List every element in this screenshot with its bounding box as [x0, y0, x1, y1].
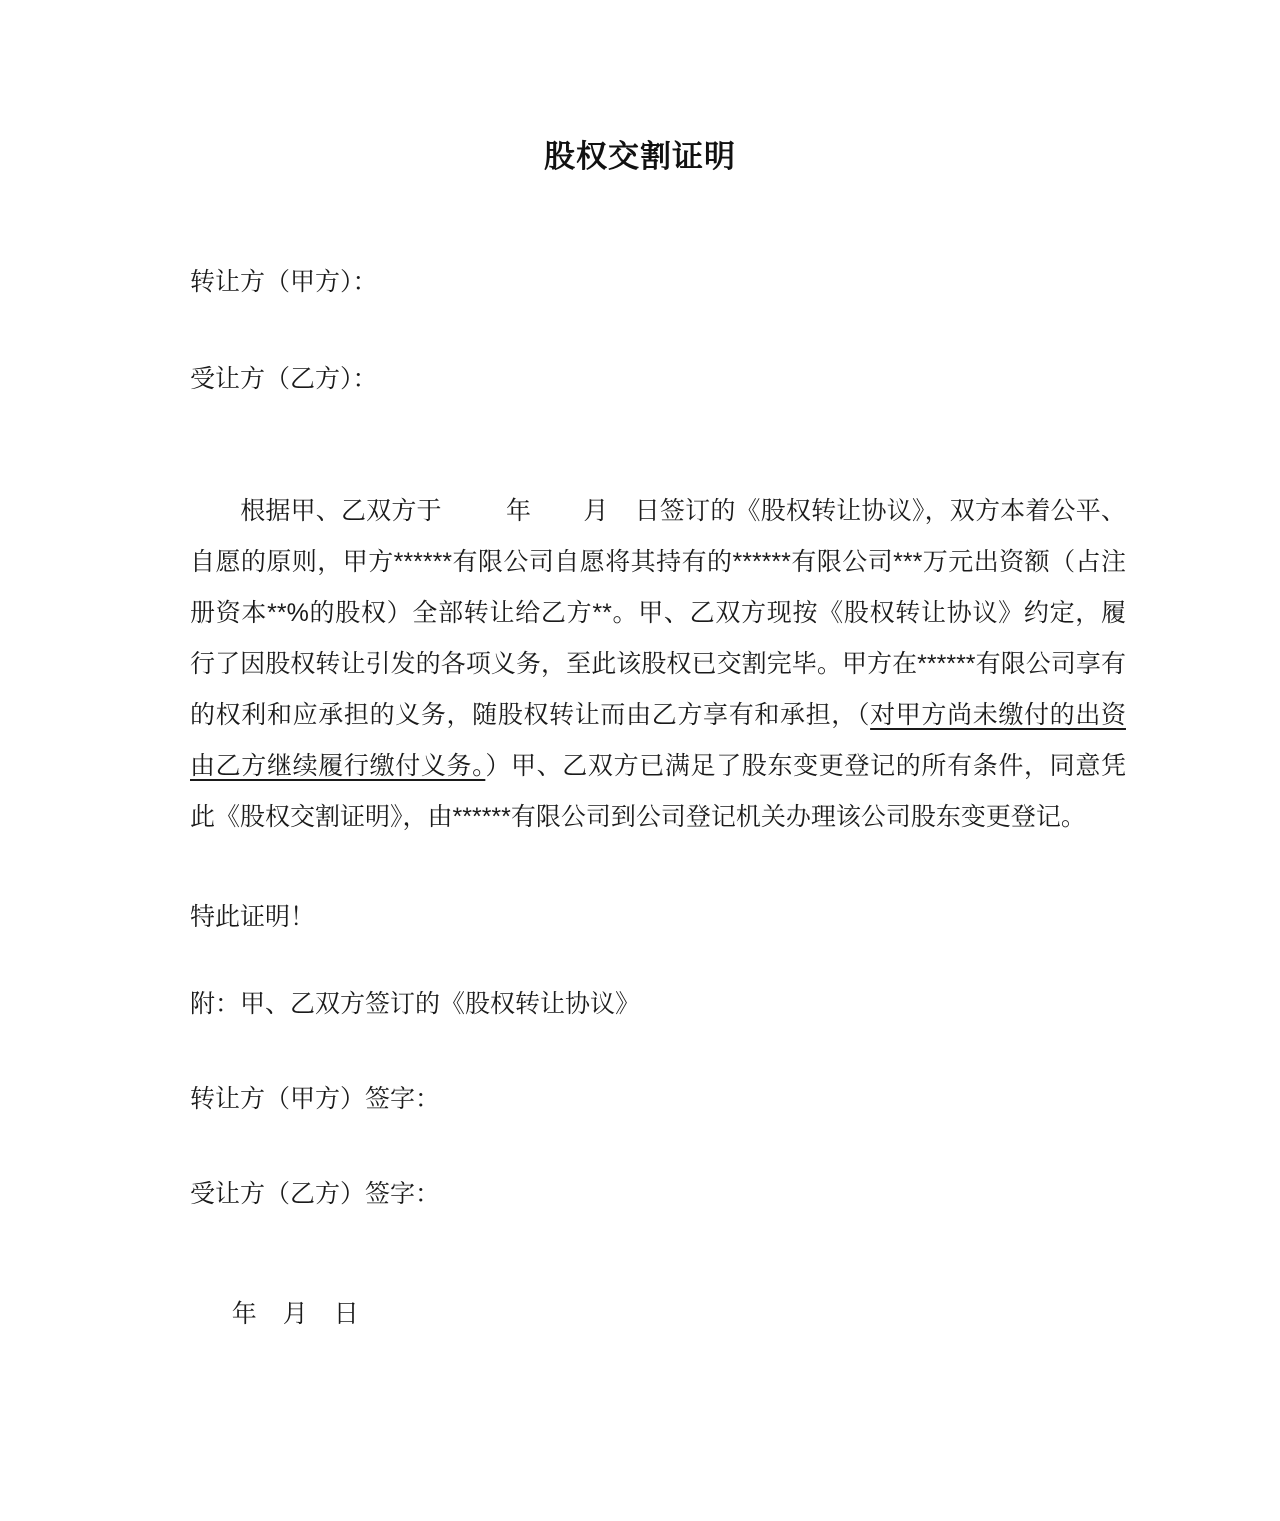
spacer-attachment-to-signature	[190, 1017, 1126, 1087]
body-segment-1: 根据甲、乙双方于	[240, 497, 442, 526]
body-segment-3: ）甲、乙双方已满足了股东变更登记的所有条件，同意凭此《股权交割证明》，由******有限公司到公司登记机关办理该公司股东变更登记。	[190, 752, 1126, 832]
date-line	[190, 1277, 1126, 1352]
transferee-party-label: 受让方（乙方）：	[190, 365, 378, 394]
transferee-signature-label: 受让方（乙方）签字：	[190, 1180, 441, 1209]
transferor-signature-label: 转让方（甲方）签字：	[190, 1085, 441, 1114]
date-year-label: 年	[231, 1300, 257, 1329]
page-title: 股权交割证明	[544, 139, 736, 174]
document-body	[154, 175, 1126, 1352]
spacer-title-to-body	[190, 175, 1126, 270]
spacer-party-1	[190, 295, 1126, 367]
spacer-signature-1	[190, 1112, 1126, 1182]
main-paragraph	[190, 486, 1126, 843]
transferor-party-label: 转让方（甲方）：	[190, 268, 378, 297]
body-month-label: 月	[583, 497, 609, 526]
body-year-label: 年	[505, 497, 532, 526]
spacer-certify-to-attachment	[190, 930, 1126, 992]
date-day-label: 日	[333, 1300, 359, 1329]
body-underlined-clause: 对甲方尚未缴付的出资由乙方继续履行缴付义务。	[190, 701, 1126, 781]
spacer-body-to-certify	[190, 843, 1126, 905]
body-segment-2: 日签订的《股权转让协议》，双方本着公平、自愿的原则，甲方******有限公司自愿将其持有的******有限公司***万元出资额（占注册资本**%的股权）全部转让给乙方**。甲、乙双方现按《股权转让协议》约定，履行了因股权转让引发的各项义务，至此该股权已交割完毕。甲方在******有限公司享有的权利和应承担的义务，随股权转让而由乙方享有和承担，（	[190, 497, 1126, 730]
attachment-note: 附：甲、乙双方签订的《股权转让协议》	[190, 990, 641, 1019]
spacer-party-2	[190, 392, 1126, 486]
spacer-signature-2	[190, 1207, 1126, 1277]
date-month-label: 月	[282, 1300, 308, 1329]
certify-statement: 特此证明！	[190, 903, 316, 932]
